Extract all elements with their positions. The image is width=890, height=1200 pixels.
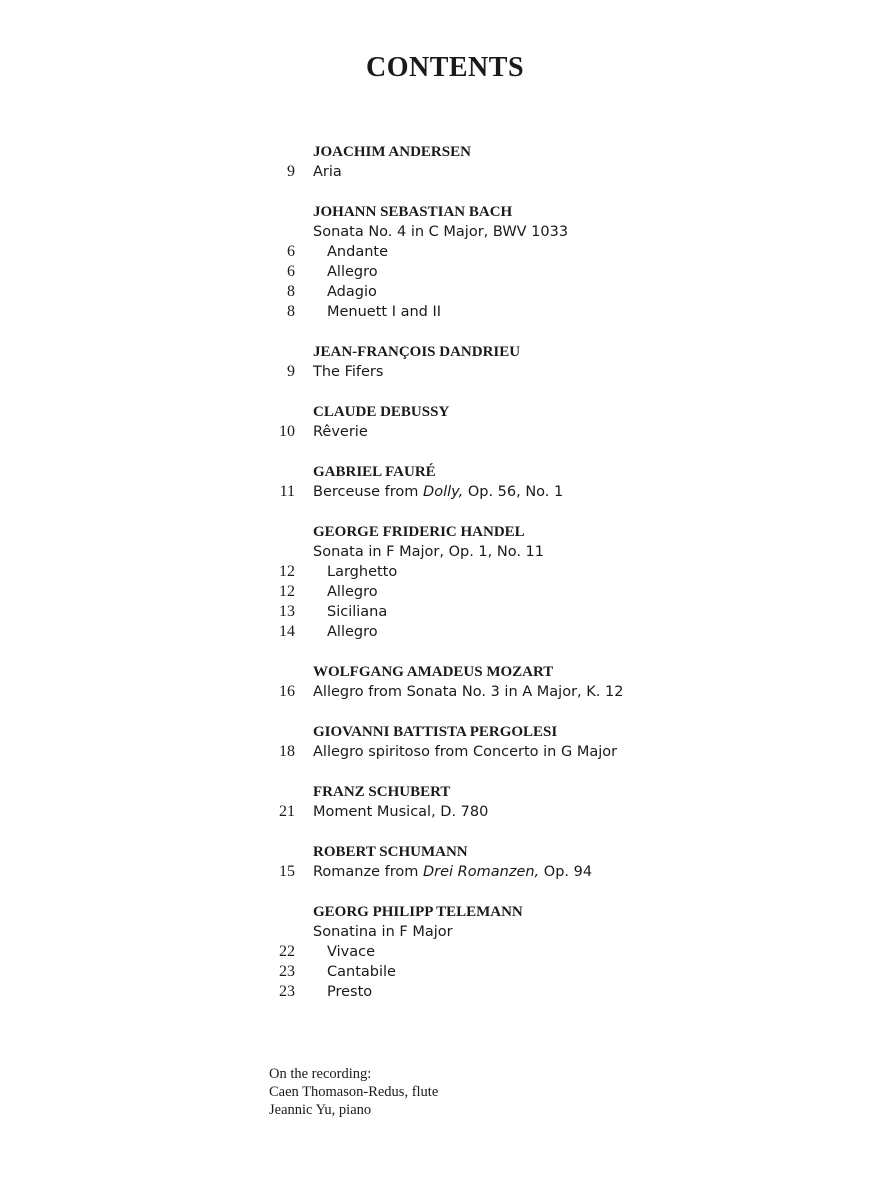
piece-title [327,302,441,322]
piece-title-suffix: Op. 56, No. 1 [463,484,564,500]
piece-title [313,802,488,822]
page-number: 14 [279,623,295,640]
piece-title [313,422,368,442]
composer-name: GABRIEL FAURÉ [313,464,436,480]
work-title-italic: Dolly, [423,484,464,500]
performer-piano: Jeannic Yu, piano [269,1102,372,1118]
piece-title-text: Larghetto [327,564,398,580]
piece-title [313,542,544,562]
piece-title-text: Allegro [327,264,378,280]
page-number: 12 [279,583,295,600]
table-of-contents [0,142,890,1022]
toc-section [0,842,890,882]
piece-title [327,582,378,602]
piece-title-text: Allegro spiritoso from Concerto in G Major [313,744,618,760]
composer-name: WOLFGANG AMADEUS MOZART [313,664,554,680]
toc-entry [0,362,890,382]
piece-title [313,682,623,702]
piece-title [313,742,617,762]
piece-title-text: Romanze from [313,864,423,880]
composer-name: GEORGE FRIDERIC HANDEL [313,524,525,540]
toc-entry [0,482,890,502]
page-number: 8 [287,283,295,300]
composer-name: ROBERT SCHUMANN [313,844,468,860]
toc-entry [0,242,890,262]
toc-entry [0,542,890,562]
toc-entry [0,942,890,962]
piece-title [313,162,342,182]
piece-title-text: Sonata No. 4 in C Major, BWV 1033 [313,224,569,240]
toc-entry [0,262,890,282]
piece-title-text: Adagio [327,284,377,300]
composer-name: GIOVANNI BATTISTA PERGOLESI [313,724,558,740]
composer-name: GEORG PHILIPP TELEMANN [313,904,523,920]
toc-entry [0,962,890,982]
page-number: 16 [279,683,295,700]
piece-title [327,242,388,262]
toc-entry [0,222,890,242]
page-number: 22 [279,943,295,960]
piece-title [327,982,372,1002]
piece-title [313,222,568,242]
toc-entry [0,742,890,762]
piece-title-text: Sonata in F Major, Op. 1, No. 11 [313,544,544,560]
toc-entry [0,582,890,602]
piece-title [313,482,563,502]
toc-section [0,722,890,762]
toc-section [0,342,890,382]
page-number: 23 [279,963,295,980]
piece-title [327,562,397,582]
piece-title [313,862,592,882]
page-number: 9 [287,163,295,180]
toc-section [0,522,890,642]
page-number: 6 [287,263,295,280]
piece-title-text: Siciliana [327,604,388,620]
work-title-italic: Drei Romanzen, [423,864,540,880]
toc-entry [0,622,890,642]
piece-title [327,962,396,982]
piece-title-text: Cantabile [327,964,396,980]
page-number: 9 [287,363,295,380]
toc-entry [0,602,890,622]
toc-section [0,202,890,322]
composer-name: JOHANN SEBASTIAN BACH [313,204,513,220]
toc-section [0,462,890,502]
piece-title-text: Andante [327,244,388,260]
toc-section [0,782,890,822]
piece-title-text: Allegro [327,624,378,640]
toc-section [0,662,890,702]
page-number: 18 [279,743,295,760]
performer-flute: Caen Thomason-Redus, flute [269,1084,439,1100]
toc-entry [0,282,890,302]
toc-entry [0,922,890,942]
toc-entry [0,682,890,702]
toc-entry [0,562,890,582]
page-number: 6 [287,243,295,260]
toc-entry [0,802,890,822]
page-number: 23 [279,983,295,1000]
recording-heading: On the recording: [269,1066,372,1082]
page-number: 13 [279,603,295,620]
piece-title-text: Sonatina in F Major [313,924,453,940]
composer-name: JOACHIM ANDERSEN [313,144,471,160]
toc-entry [0,982,890,1002]
toc-section [0,402,890,442]
toc-entry [0,862,890,882]
piece-title-text: Rêverie [313,424,368,440]
piece-title [327,602,387,622]
page-number: 11 [279,483,295,500]
composer-name: FRANZ SCHUBERT [313,784,451,800]
recording-credits [269,1065,438,1119]
piece-title-text: Menuett I and II [327,304,442,320]
piece-title-text: Berceuse from [313,484,424,500]
piece-title-text: Moment Musical, D. 780 [313,804,489,820]
piece-title-text: Presto [327,984,373,1000]
piece-title [327,942,375,962]
page-number: 10 [279,423,295,440]
toc-section [0,142,890,182]
piece-title [327,282,377,302]
piece-title [313,922,453,942]
piece-title [327,622,378,642]
piece-title-text: The Fifers [313,364,384,380]
page-number: 12 [279,563,295,580]
piece-title [327,262,378,282]
piece-title [313,362,383,382]
piece-title-text: Vivace [327,944,375,960]
page-number: 21 [279,803,295,820]
piece-title-suffix: Op. 94 [539,864,593,880]
toc-entry [0,162,890,182]
page-number: 8 [287,303,295,320]
piece-title-text: Allegro [327,584,378,600]
toc-entry [0,302,890,322]
toc-entry [0,422,890,442]
composer-name: JEAN-FRANÇOIS DANDRIEU [313,344,521,360]
piece-title-text: Aria [313,164,342,180]
page-title: CONTENTS [365,52,525,83]
toc-section [0,902,890,1002]
composer-name: CLAUDE DEBUSSY [313,404,450,420]
piece-title-text: Allegro from Sonata No. 3 in A Major, K. 12 [313,684,624,700]
page-number: 15 [279,863,295,880]
